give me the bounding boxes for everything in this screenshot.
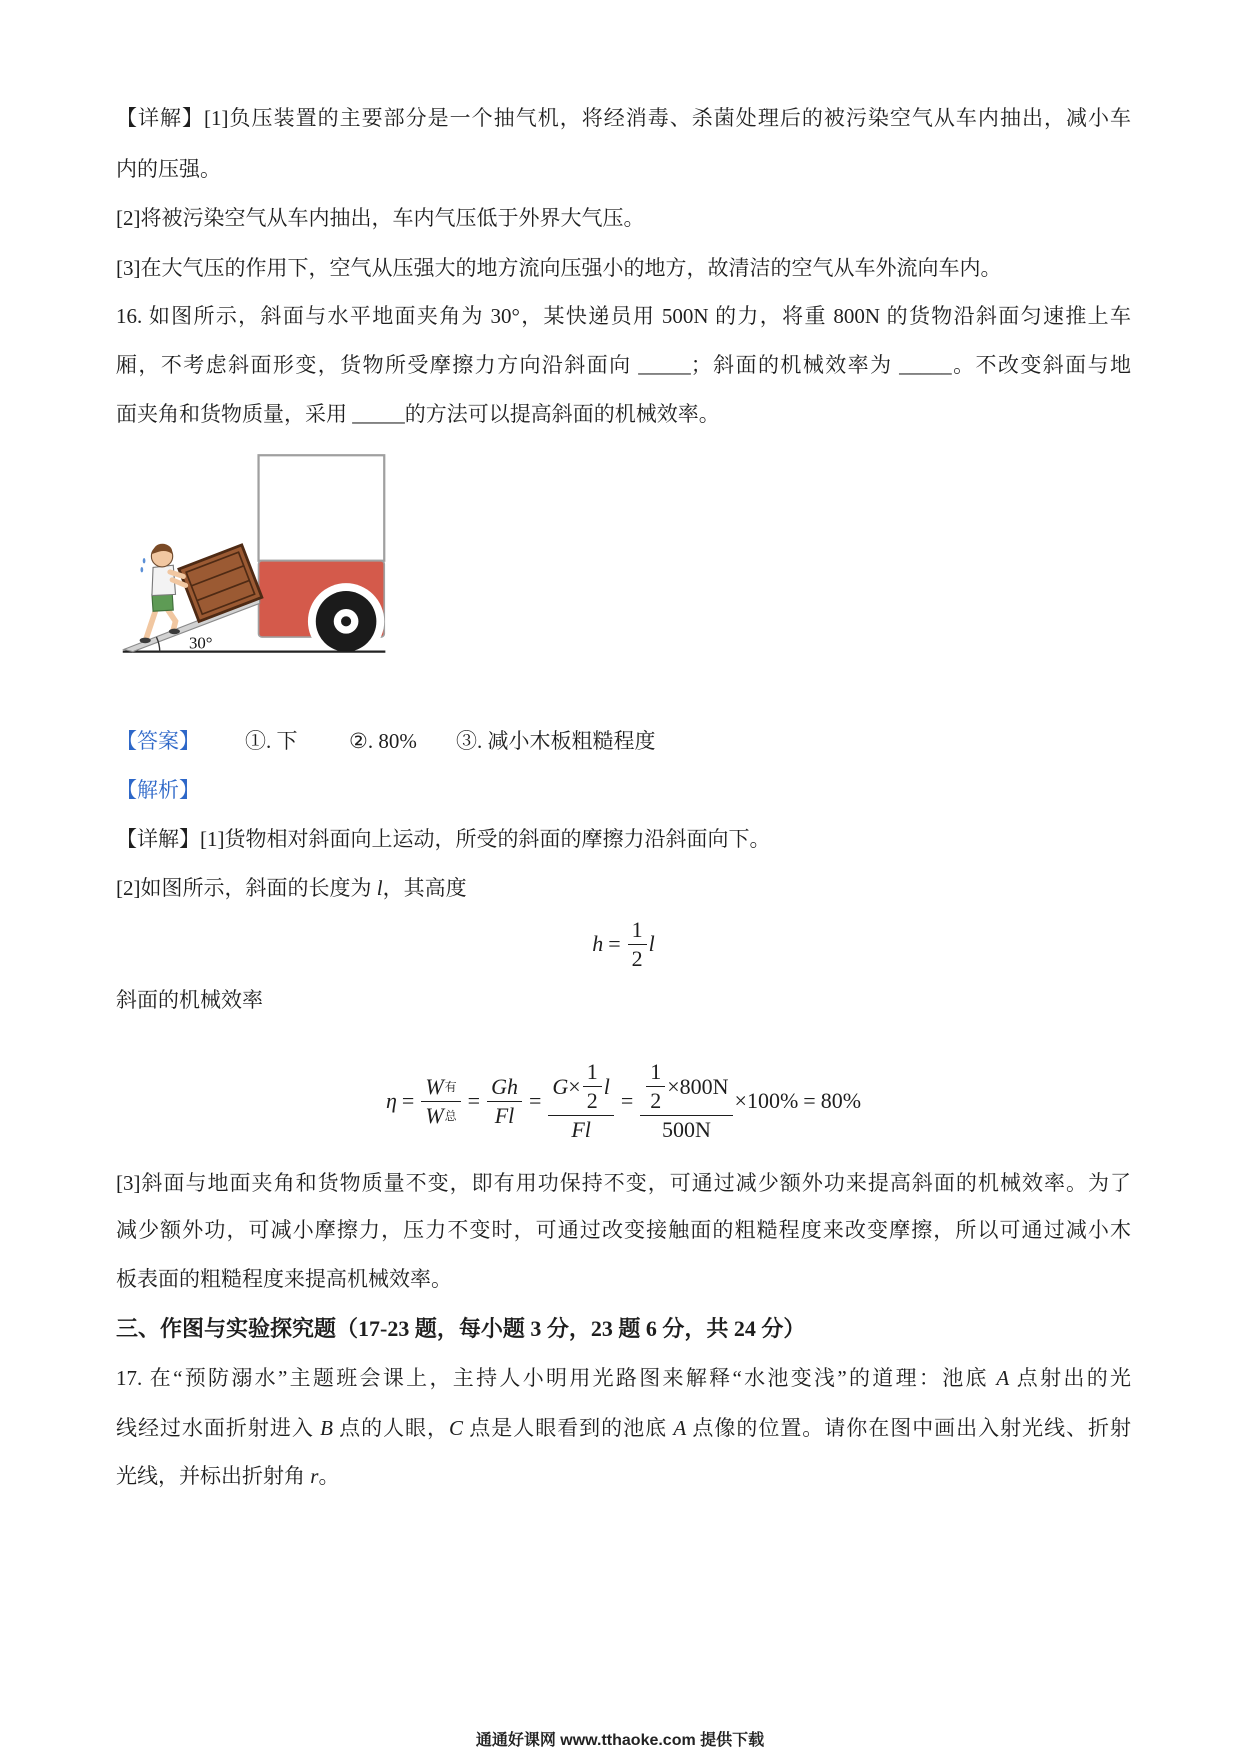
half-fraction (583, 1059, 602, 1114)
truck-cargo-box (259, 455, 385, 560)
prev-detail-line-3: [2]将被污染空气从车内抽出，车内气压低于外界大气压。 (116, 206, 645, 230)
q16-stem-line-2: 厢，不考虑斜面形变，货物所受摩擦力方向沿斜面向 _____；斜面的机械效率为 _____。不改变斜面与地 (116, 353, 1131, 377)
q17-text: 光线，并标出折射角 (116, 1464, 311, 1488)
q17-text: 17. 在“预防溺水”主题班会课上，主持人小明用光路图来解释“水池变浅”的道理：池底 (116, 1366, 997, 1390)
analysis-detail-line-2 (116, 873, 1131, 903)
fraction-numerator: 1 (628, 917, 647, 945)
fraction-numerator: Gh (487, 1074, 522, 1102)
analysis-tag: 【解析】 (116, 778, 200, 802)
point-a-label: A (996, 1366, 1010, 1390)
q17-text: 线经过水面折射进入 (116, 1416, 321, 1440)
fraction-denominator: 2 (586, 1088, 598, 1113)
fraction-denominator: 2 (650, 1088, 662, 1113)
fraction-denominator: Fl (494, 1102, 515, 1128)
g-symbol: G (552, 1073, 569, 1099)
force-value: 500N (661, 1117, 711, 1142)
answer-row (116, 726, 1131, 756)
answer-tag: 【答案】 (116, 729, 200, 753)
substituted-height-fraction (548, 1059, 613, 1143)
height-formula (116, 914, 1131, 974)
q16-stem-line-1: 16. 如图所示，斜面与水平地面夹角为 30°，某快递员用 500N 的力，将重 800N 的货物沿斜面匀速推上车 (116, 304, 1131, 328)
q17-text: 点是人眼看到的池底 (463, 1416, 674, 1440)
courier-shoe (140, 638, 151, 644)
prev-detail-line-2: 内的压强。 (116, 157, 221, 181)
sweat-drop-icon (140, 567, 143, 572)
fraction-denominator: Fl (571, 1117, 591, 1142)
length-variable: l (376, 876, 383, 900)
total-subscript: 总 (444, 1108, 457, 1123)
q17-text: 点射出的光 (1009, 1366, 1131, 1390)
section-heading: 三、作图与实验探究题（17-23 题，每小题 3 分，23 题 6 分，共 24 分） (116, 1316, 806, 1341)
fraction-denominator (421, 1102, 460, 1129)
half-fraction (646, 1059, 665, 1114)
courier-front-leg (167, 608, 176, 630)
truck-wheel-hub (341, 616, 351, 626)
equals-sign: = (620, 1088, 634, 1113)
half-fraction (628, 917, 647, 972)
efficiency-formula (116, 1051, 1131, 1151)
numeric-fraction (640, 1059, 732, 1143)
q17-line-2 (116, 1413, 1131, 1443)
efficiency-label: 斜面的机械效率 (116, 988, 263, 1012)
answer-item-2: ②. 80% (349, 729, 417, 753)
percent-factor: ×100% (734, 1088, 799, 1113)
page-footer: 通通好课网 www.tthaoke.com 提供下载 (475, 1732, 765, 1749)
analysis-detail-line-4: 减少额外功，可减小摩擦力，压力不变时，可通过改变接触面的粗糙程度来改变摩擦，所以可通过减小木 (116, 1218, 1131, 1242)
point-b-label: B (320, 1416, 333, 1440)
fraction-numerator (548, 1059, 613, 1116)
point-a-label: A (673, 1416, 687, 1440)
w-symbol: W (425, 1073, 444, 1099)
courier-back-leg (146, 608, 156, 638)
analysis-detail-line-5: 板表面的粗糙程度来提高机械效率。 (116, 1267, 452, 1291)
prev-detail-line-1: 【详解】[1]负压装置的主要部分是一个抽气机，将经消毒、杀菌处理后的被污染空气从车内抽出，减小车 (116, 106, 1131, 130)
q17-text: 点的人眼， (332, 1416, 450, 1440)
efficiency-result: 80% (820, 1088, 862, 1113)
equals-sign: = (467, 1088, 481, 1113)
equals-sign: = (608, 931, 621, 956)
equals-sign: = (803, 1088, 816, 1113)
q17-line-1 (116, 1363, 1131, 1393)
l-symbol: l (603, 1073, 610, 1099)
cargo-crate (179, 545, 262, 622)
weight-value: ×800N (667, 1073, 729, 1099)
courier-shoe (169, 629, 180, 635)
crate-outer (179, 545, 262, 622)
prev-detail-line-4: [3]在大气压的作用下，空气从压强大的地方流向压强小的地方，故清洁的空气从车外流向车内。 (116, 256, 1002, 280)
q17-line-3 (116, 1461, 1131, 1491)
eta-symbol: η (385, 1088, 397, 1113)
answer-item-3: ③. 减小木板粗糙程度 (456, 729, 656, 753)
fraction-numerator (640, 1059, 732, 1116)
useful-subscript: 有 (444, 1079, 457, 1094)
q17-text: 。 (318, 1464, 340, 1488)
analysis-detail-line-3: [3]斜面与地面夹角和货物质量不变，即有用功保持不变，可通过减少额外功来提高斜面的机械效率。为了 (116, 1171, 1131, 1195)
q16-stem-line-3: 面夹角和货物质量，采用 _____的方法可以提高斜面的机械效率。 (116, 402, 720, 426)
sweat-drop-icon (143, 558, 146, 563)
refraction-angle-label: r (310, 1464, 319, 1488)
gh-over-fl-fraction (487, 1074, 522, 1129)
w-symbol: W (425, 1102, 444, 1128)
formula-l: l (648, 931, 655, 956)
work-ratio-fraction (421, 1074, 460, 1129)
point-c-label: C (449, 1416, 464, 1440)
formula-h: h (592, 931, 604, 956)
angle-label: 30° (188, 633, 213, 653)
times-sign: × (568, 1073, 581, 1099)
equals-sign: = (528, 1088, 542, 1113)
analysis-detail-line-1: 【详解】[1]货物相对斜面向上运动，所受的斜面的摩擦力沿斜面向下。 (116, 827, 771, 851)
fraction-numerator: 1 (646, 1059, 665, 1087)
fraction-numerator (421, 1074, 460, 1102)
answer-item-1: ①. 下 (245, 729, 298, 753)
detail-line-2-text: ，其高度 (382, 876, 467, 900)
equals-sign: = (401, 1088, 415, 1113)
fraction-numerator: 1 (583, 1059, 602, 1087)
fraction-denominator: 2 (631, 945, 643, 971)
q17-text: 点像的位置。请你在图中画出入射光线、折射 (686, 1416, 1131, 1440)
truck-ramp-figure (121, 453, 386, 655)
detail-line-2-text: [2]如图所示，斜面的长度为 (116, 876, 377, 900)
